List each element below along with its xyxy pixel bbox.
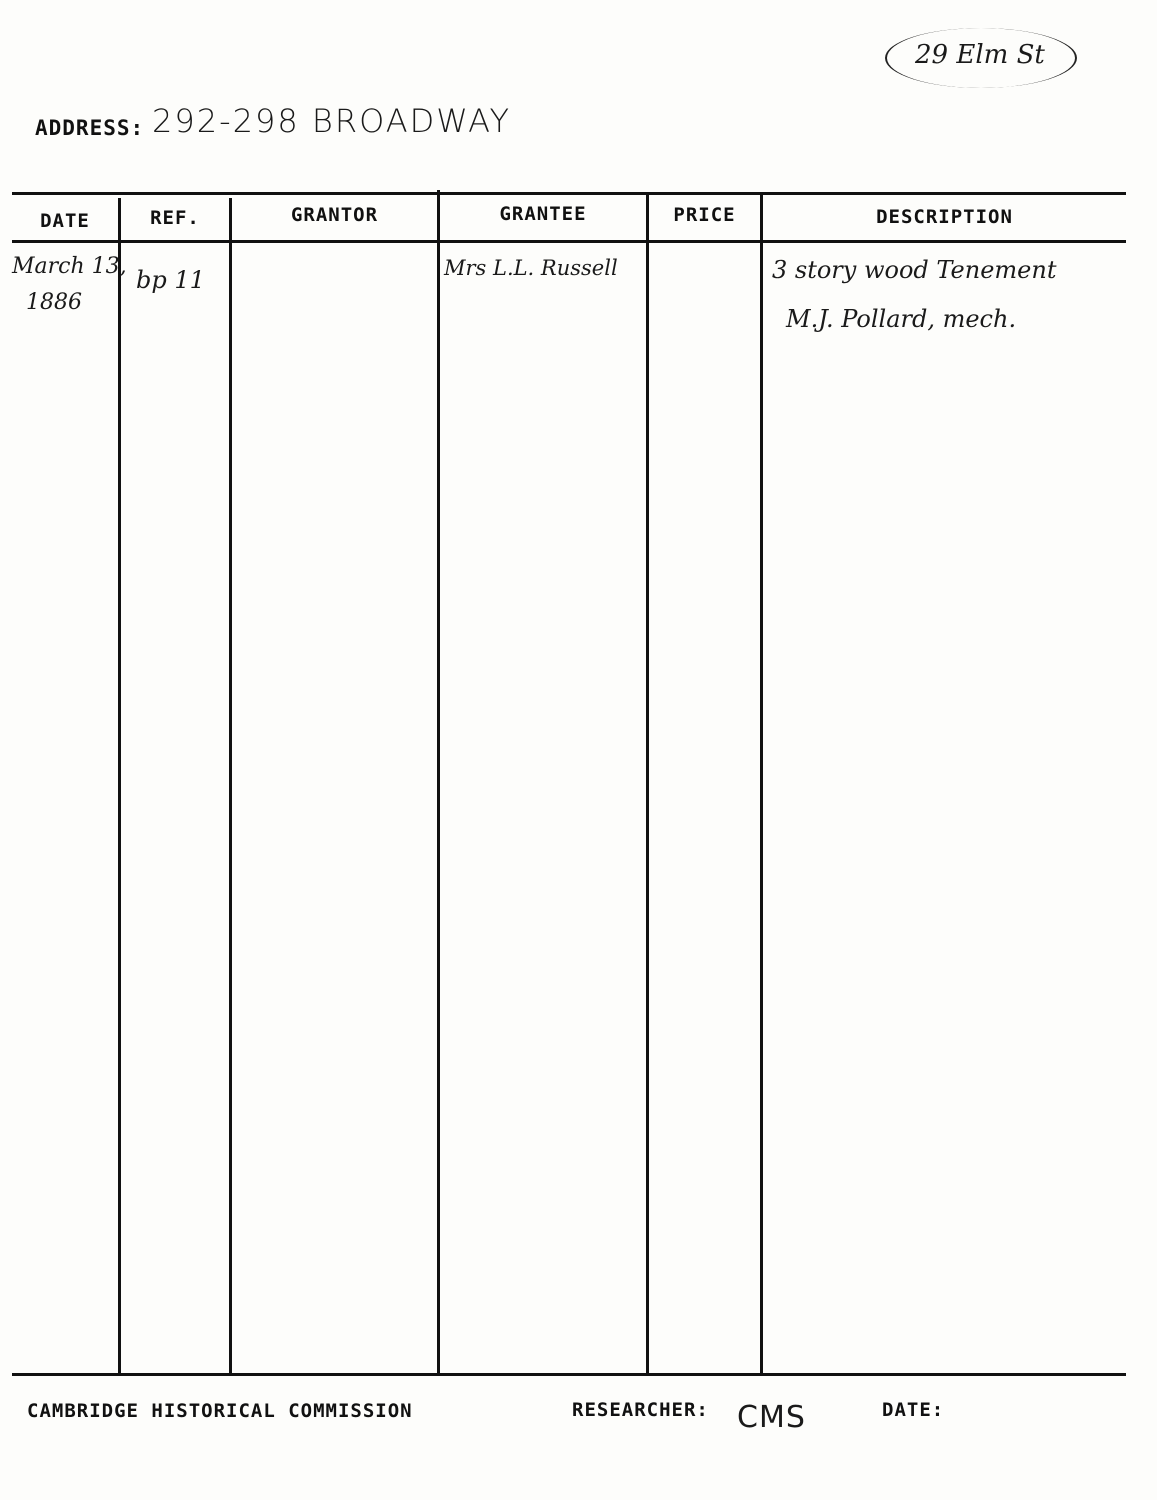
- row-date-line2: 1886: [26, 290, 82, 315]
- column-divider-date-ref: [118, 198, 121, 1376]
- table-top-rule: [12, 192, 1126, 195]
- column-header-date: DATE: [40, 210, 90, 232]
- row-description-line1: 3 story wood Tenement: [772, 256, 1057, 284]
- address-value: 292-298 BROADWAY: [152, 102, 512, 140]
- address-label: ADDRESS:: [35, 116, 145, 140]
- row-grantee: Mrs L.L. Russell: [444, 256, 618, 280]
- column-divider-grantee-price: [646, 195, 649, 1376]
- table-bottom-rule: [12, 1373, 1126, 1376]
- column-header-grantee: GRANTEE: [499, 203, 587, 225]
- row-date-line1: March 13,: [12, 254, 127, 279]
- researcher-label: RESEARCHER:: [572, 1399, 709, 1421]
- column-divider-grantor-grantee: [437, 190, 440, 1376]
- row-description-line2: M.J. Pollard, mech.: [786, 305, 1017, 333]
- column-divider-price-description: [760, 195, 763, 1376]
- table-header-rule: [12, 240, 1126, 243]
- corner-note: 29 Elm St: [915, 40, 1045, 70]
- row-ref: bp 11: [136, 266, 205, 294]
- footer-organization: CAMBRIDGE HISTORICAL COMMISSION: [27, 1400, 413, 1422]
- researcher-value: CMS: [737, 1400, 806, 1435]
- column-divider-ref-grantor: [229, 198, 232, 1376]
- date-label: DATE:: [882, 1399, 945, 1421]
- column-header-price: PRICE: [673, 204, 736, 226]
- column-header-ref: REF.: [150, 207, 200, 229]
- column-header-grantor: GRANTOR: [290, 204, 379, 226]
- column-header-description: DESCRIPTION: [876, 206, 1013, 228]
